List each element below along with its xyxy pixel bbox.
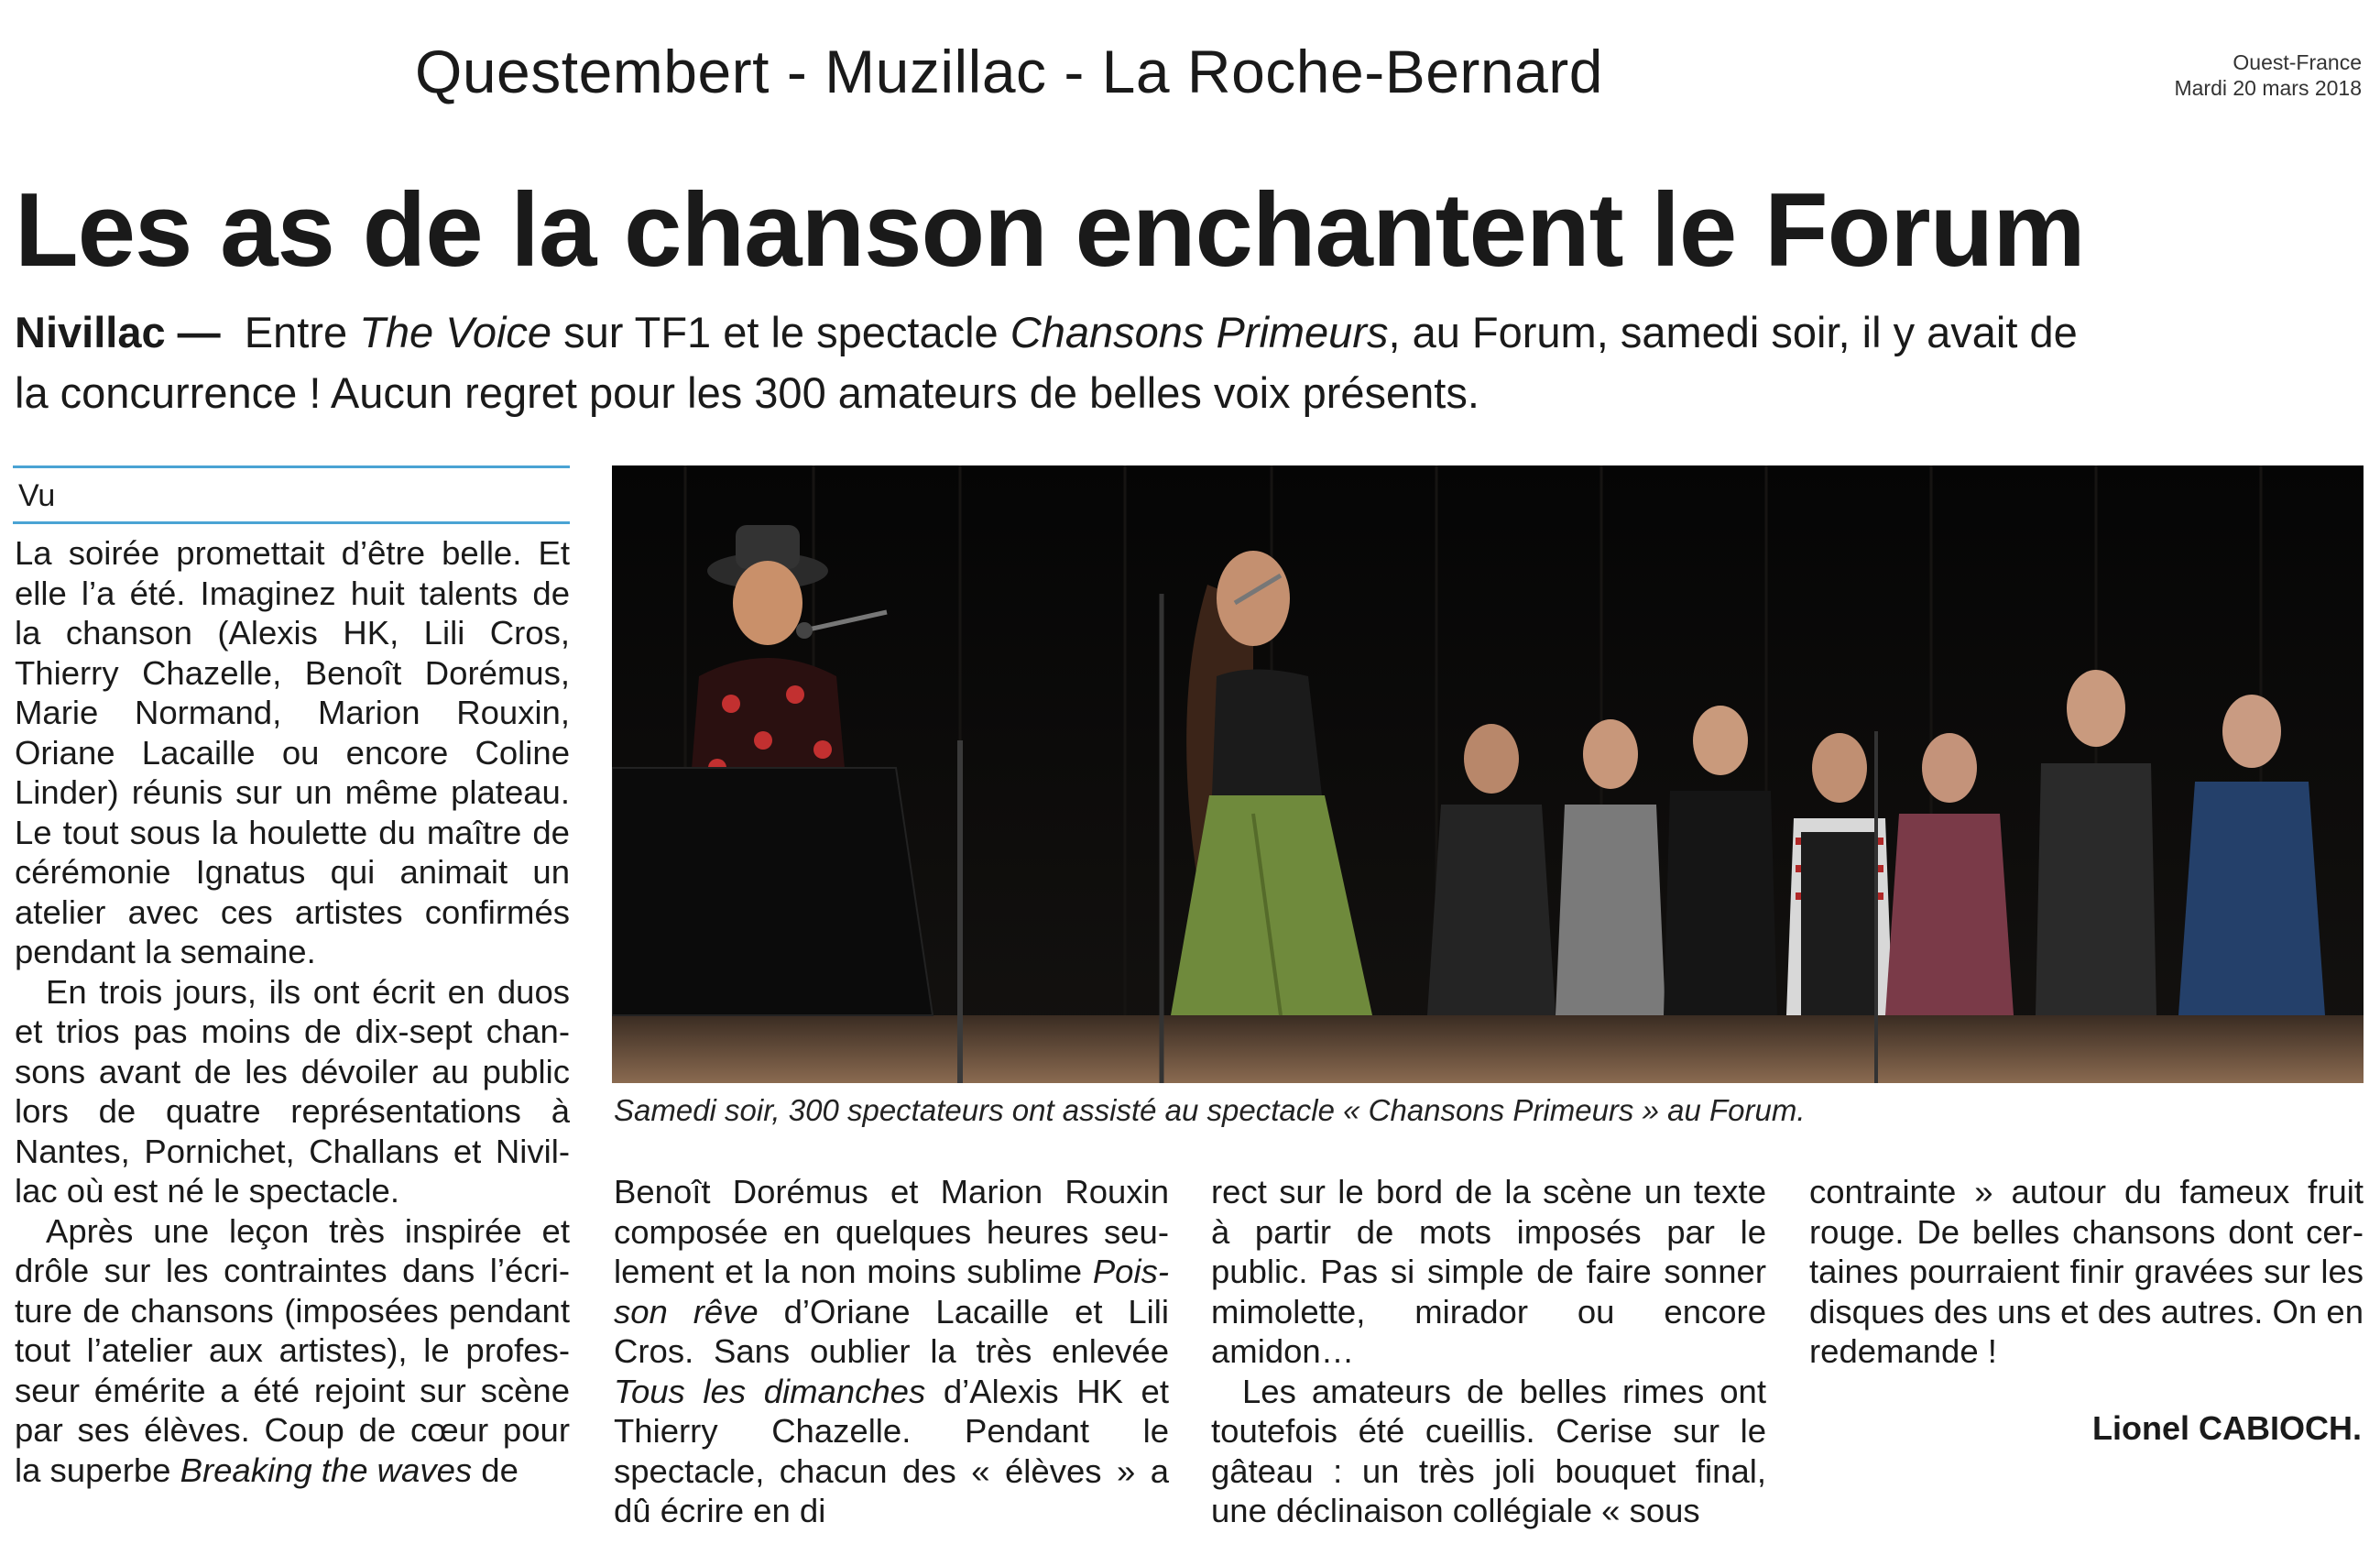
concert-photo	[612, 465, 2364, 1083]
article-column-3	[1211, 1172, 1766, 1531]
lede-emph-2: Chansons Primeurs	[1010, 308, 1389, 356]
masthead	[2174, 49, 2362, 101]
article-lede	[15, 302, 2122, 423]
paragraph-4-start: Les amateurs de belles rimes ont toutefois été cueillis. Cerise sur le gâteau : un très joli bouquet final, une déclinaison collégiale « sous	[1211, 1372, 1766, 1529]
paragraph-3-continued: Benoît Dorémus et Marion Rouxin composée en quelques heures seulement et la non moins sublime Poisson rêve d’Oriane Lacaille et Lili Cros. Sans oublier la très enlevée Tous les dimanches d’Alexis HK et Thierry Chazelle. Pendant le spectacle, chacun des « élèves » a dû écrire en di	[614, 1173, 1170, 1529]
kicker-rule-top	[13, 465, 570, 468]
p3-title-dimanches: Tous les dimanches	[614, 1372, 926, 1410]
lede-text-3: , au Forum, samedi soir, il y avait de la concurrence ! Aucun regret pour les 300 amateurs de belles voix présents.	[15, 308, 2078, 417]
article-column-1	[15, 533, 570, 1490]
concert-photo-illustration	[612, 465, 2364, 1083]
kicker-rule-bottom	[13, 521, 570, 524]
lede-text-2: sur TF1 et le spectacle	[551, 308, 1010, 356]
article-column-2	[614, 1172, 1169, 1531]
paragraph-2: En trois jours, ils ont écrit en duos et trios pas moins de dix-sept chansons avant de les dévoiler au public lors de quatre représentations à Nantes, Pornichet, Challans et Nivillac où est né le spectacle.	[15, 972, 570, 1210]
publication-date: Mardi 20 mars 2018	[2174, 76, 2362, 100]
kicker-label: Vu	[18, 478, 56, 513]
author-signature: Lionel CABIOCH.	[2092, 1409, 2362, 1447]
dateline: Nivillac —	[15, 308, 221, 356]
article-column-4	[1809, 1172, 2364, 1372]
p3-title-breaking: Breaking the waves	[180, 1451, 473, 1489]
paragraph-4-end: contrainte » autour du fameux fruit rouge. De belles chansons dont certaines pourraient finir gravées sur les disques des uns et des autres. On en redemande !	[1809, 1173, 2364, 1370]
paragraph-1: La soirée promettait d’être belle. Et elle l’a été. Imaginez huit talents de la chanson (Alexis HK, Lili Cros, Thierry Chazelle, Benoît Dorémus, Marie Normand, Marion Rouxin, Oriane Lacaille ou encore Coline Linder) réunis sur un même plateau. Le tout sous la houlette du maître de cérémonie Ignatus qui animait un atelier avec ces artistes confirmés pendant la semaine.	[15, 534, 570, 970]
publication-name: Ouest-France	[2233, 50, 2362, 74]
paragraph-3-end: rect sur le bord de la scène un texte à partir de mots imposés par le public. Pas si simple de faire sonner mimolette, mirador ou encore amidon…	[1211, 1173, 1766, 1370]
photo-caption: Samedi soir, 300 spectateurs ont assisté au spectacle « Chansons Primeurs » au Forum.	[614, 1093, 1806, 1127]
section-title: Questembert - Muzillac - La Roche-Bernard	[415, 38, 1603, 105]
paragraph-3-start: Après une leçon très inspirée et drôle sur les contraintes dans l’écriture de chansons (imposées pendant tout l’atelier aux artistes), le professeur émérite a été rejoint sur scène par ses élèves. Coup de cœur pour la superbe Breaking the waves de	[15, 1211, 570, 1489]
p3-title-poisson: Poisson rêve	[614, 1253, 1169, 1330]
p3-text-a: Après une leçon très inspirée et drôle sur les contraintes dans l’écriture de chansons (imposées pendant tout l’atelier aux artistes), le professeur émérite a été rejoint sur scène par ses élèves. Coup de cœur pour la superbe	[15, 1211, 570, 1489]
lede-emph-1: The Voice	[359, 308, 552, 356]
article-headline: Les as de la chanson enchantent le Forum	[15, 172, 2085, 289]
lede-text-1: Entre	[244, 308, 360, 356]
